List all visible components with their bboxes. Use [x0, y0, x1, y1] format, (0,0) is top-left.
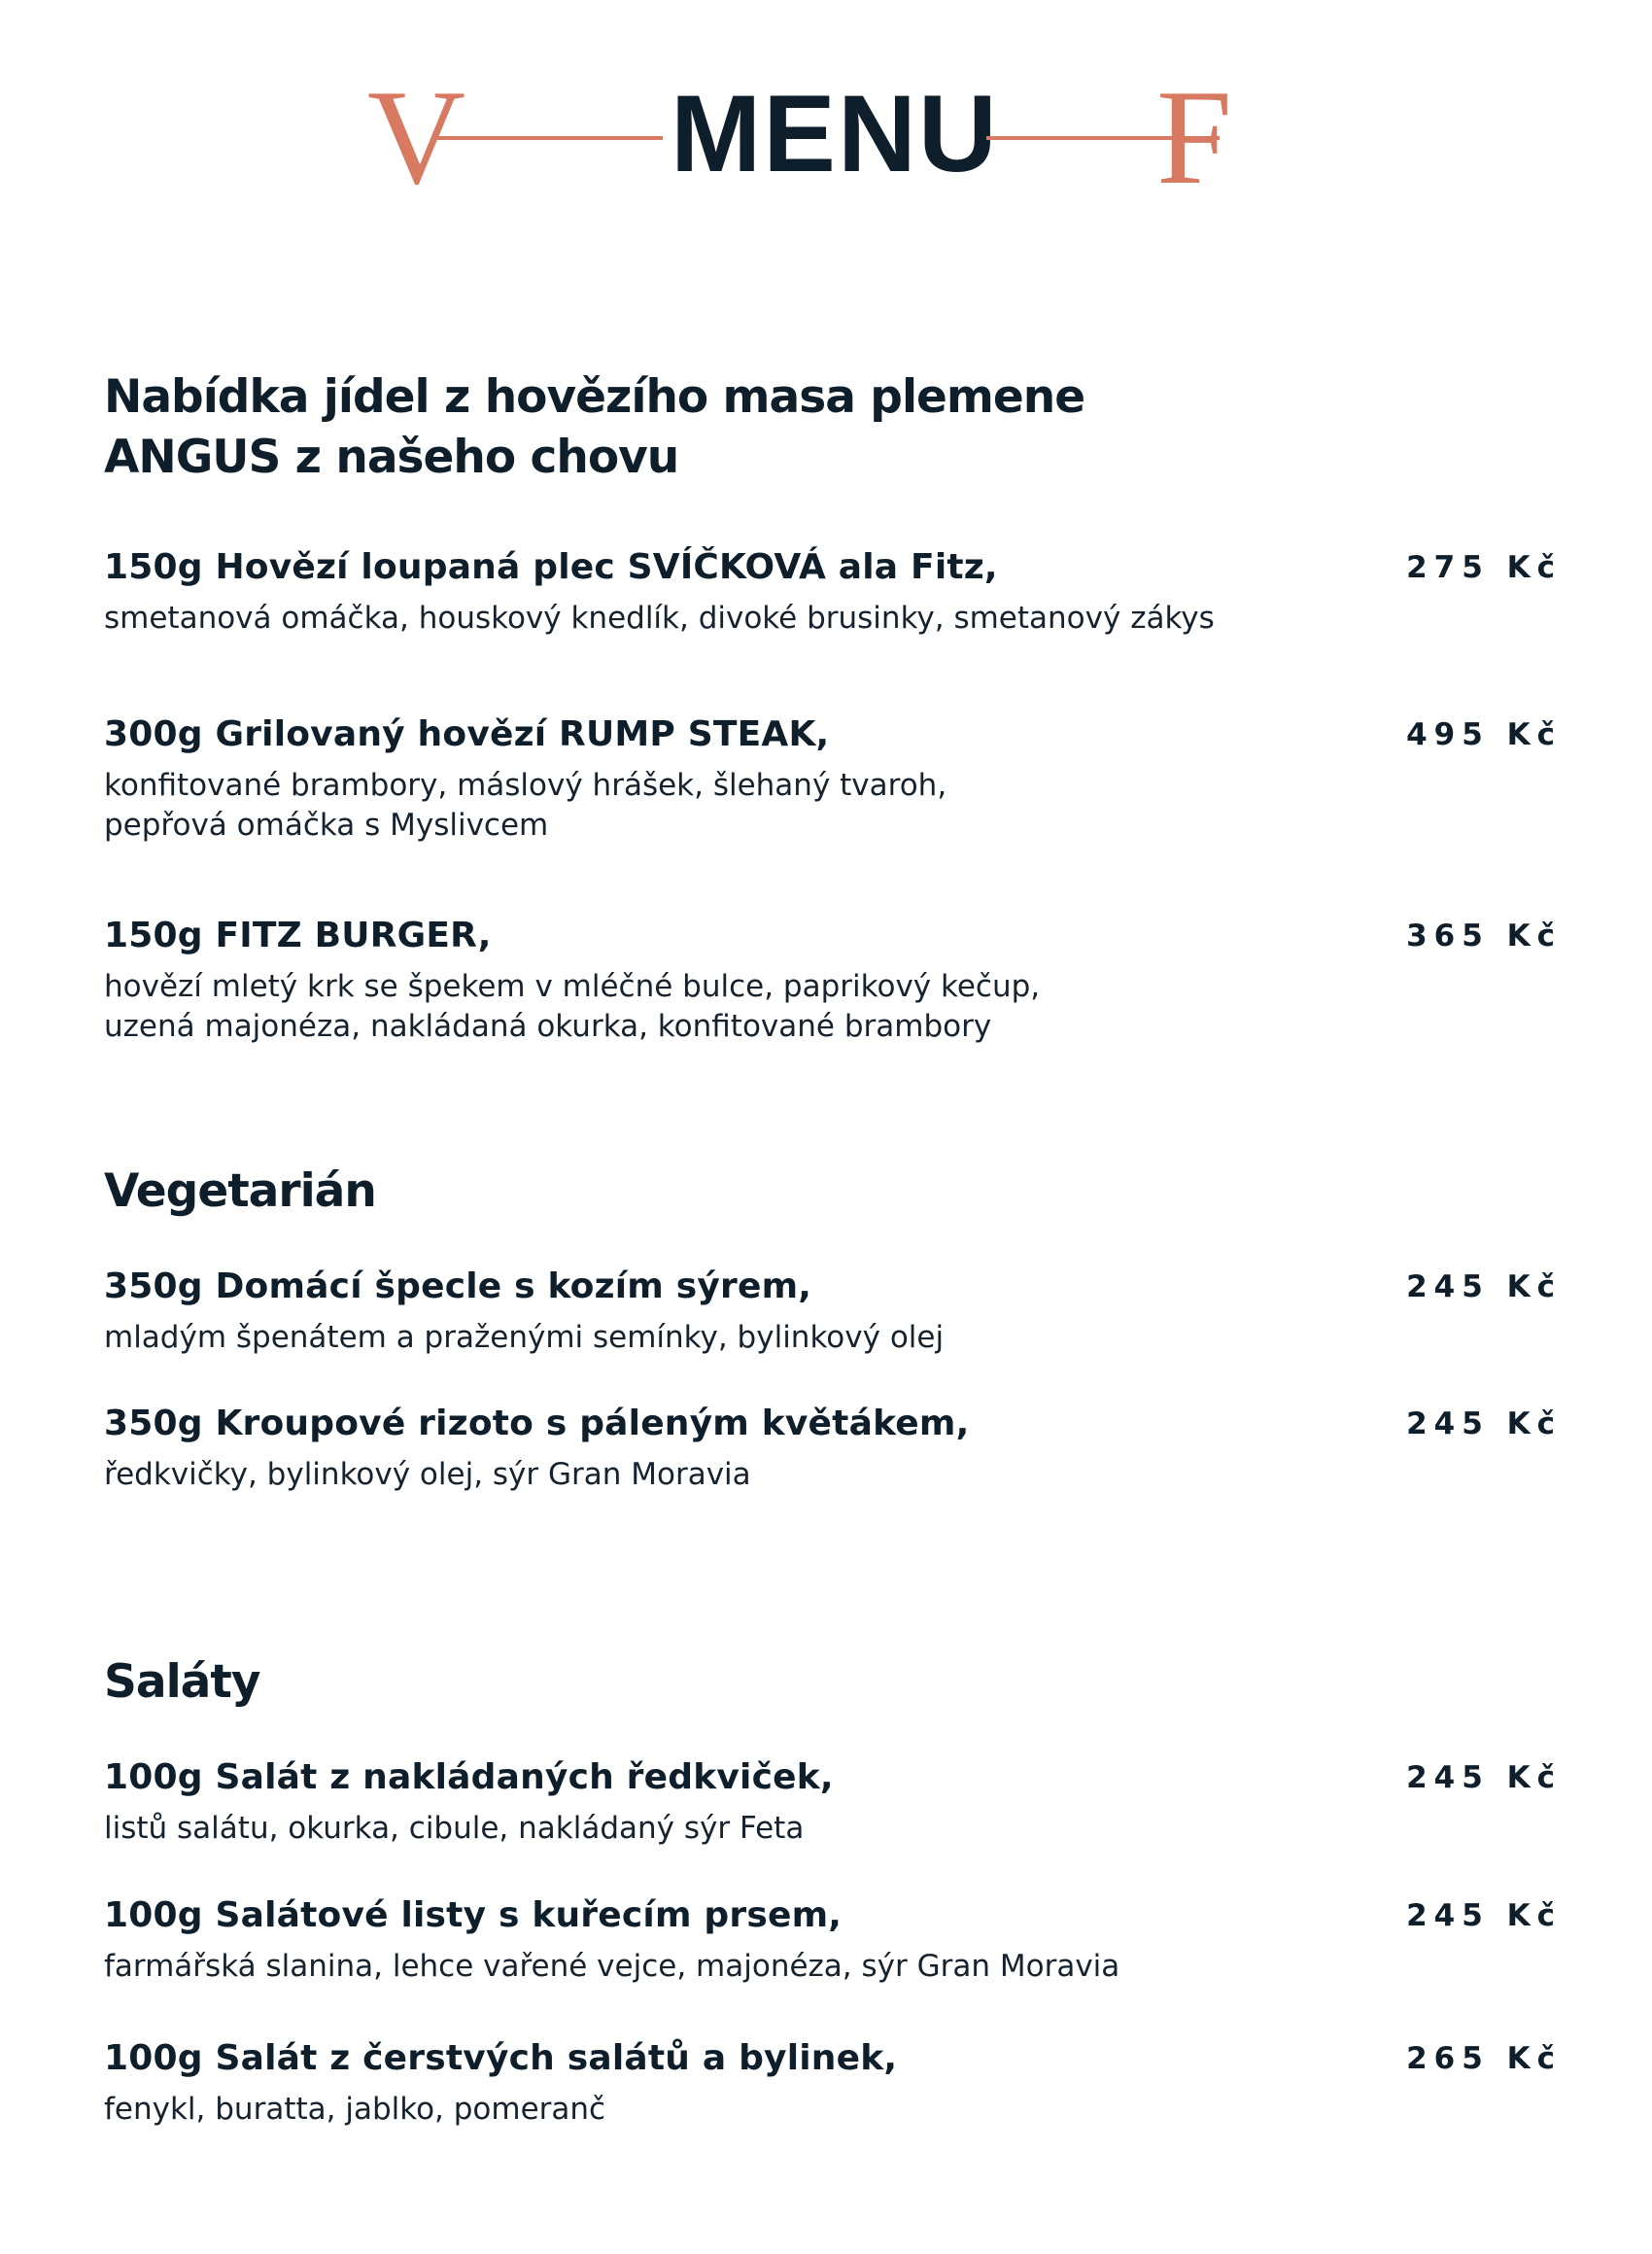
item-description: konfitované brambory, máslový hrášek, šlehaný tvaroh, pepřová omáčka s Myslivcem: [104, 768, 947, 843]
section-title-vegetarian: [104, 1162, 1270, 1222]
item-price: 365 Kč: [1406, 919, 1562, 954]
item-description: mladým špenátem a praženými semínky, bylinkový olej: [104, 1320, 945, 1355]
svg-text:F: F: [1156, 62, 1232, 204]
svg-text:V: V: [367, 62, 466, 204]
item-description: listů salátu, okurka, cibule, nakládaný sýr Feta: [104, 1811, 805, 1846]
item-name: 350g Domácí špecle s kozím sýrem,: [104, 1266, 812, 1306]
item-name: 100g Salát z nakládaných ředkviček,: [104, 1757, 834, 1797]
menu-item: [104, 1754, 1562, 1849]
section-title-line: Saláty: [104, 1655, 260, 1709]
section-title-line: ANGUS z našeho chovu: [104, 431, 679, 484]
item-description: smetanová omáčka, houskový knedlík, divoké brusinky, smetanový zákys: [104, 601, 1215, 636]
item-description: farmářská slanina, lehce vařené vejce, majonéza, sýr Gran Moravia: [104, 1949, 1120, 1984]
menu-item: [104, 1401, 1562, 1495]
item-price: 245 Kč: [1406, 1898, 1562, 1933]
item-name: 300g Grilovaný hovězí RUMP STEAK,: [104, 714, 830, 754]
item-description: hovězí mletý krk se špekem v mléčné bulce, paprikový kečup, uzená majonéza, nakládaná okurka, konfitované brambory: [104, 969, 1041, 1044]
item-price: 275 Kč: [1406, 550, 1562, 585]
section-title-salads: [104, 1652, 1270, 1713]
item-price: 245 Kč: [1406, 1760, 1562, 1795]
logo-f-mark: [977, 58, 1297, 204]
item-price: 265 Kč: [1406, 2041, 1562, 2076]
item-description: fenykl, buratta, jablko, pomeranč: [104, 2092, 606, 2127]
item-name: 100g Salát z čerstvých salátů a bylinek,: [104, 2038, 898, 2078]
menu-item: [104, 544, 1562, 639]
logo-v-mark: [360, 58, 680, 204]
item-name: 150g FITZ BURGER,: [104, 916, 492, 955]
menu-item: [104, 1264, 1562, 1358]
menu-item: [104, 2035, 1562, 2130]
menu-header: [0, 58, 1652, 204]
item-name: 150g Hovězí loupaná plec SVÍČKOVÁ ala Fitz,: [104, 547, 998, 587]
item-description: ředkvičky, bylinkový olej, sýr Gran Moravia: [104, 1457, 751, 1492]
item-name: 100g Salátové listy s kuřecím prsem,: [104, 1895, 843, 1935]
menu-item: [104, 711, 1562, 846]
section-title-line: Vegetarián: [104, 1164, 376, 1218]
page-title: MENU: [671, 73, 999, 194]
item-price: 245 Kč: [1406, 1406, 1562, 1441]
menu-item: [104, 1892, 1562, 1987]
section-title-angus: [104, 367, 1270, 488]
item-price: 245 Kč: [1406, 1269, 1562, 1304]
section-title-line: Nabídka jídel z hovězího masa plemene: [104, 370, 1085, 424]
item-price: 495 Kč: [1406, 717, 1562, 752]
menu-item: [104, 913, 1562, 1047]
item-name: 350g Kroupové rizoto s páleným květákem,: [104, 1404, 970, 1443]
